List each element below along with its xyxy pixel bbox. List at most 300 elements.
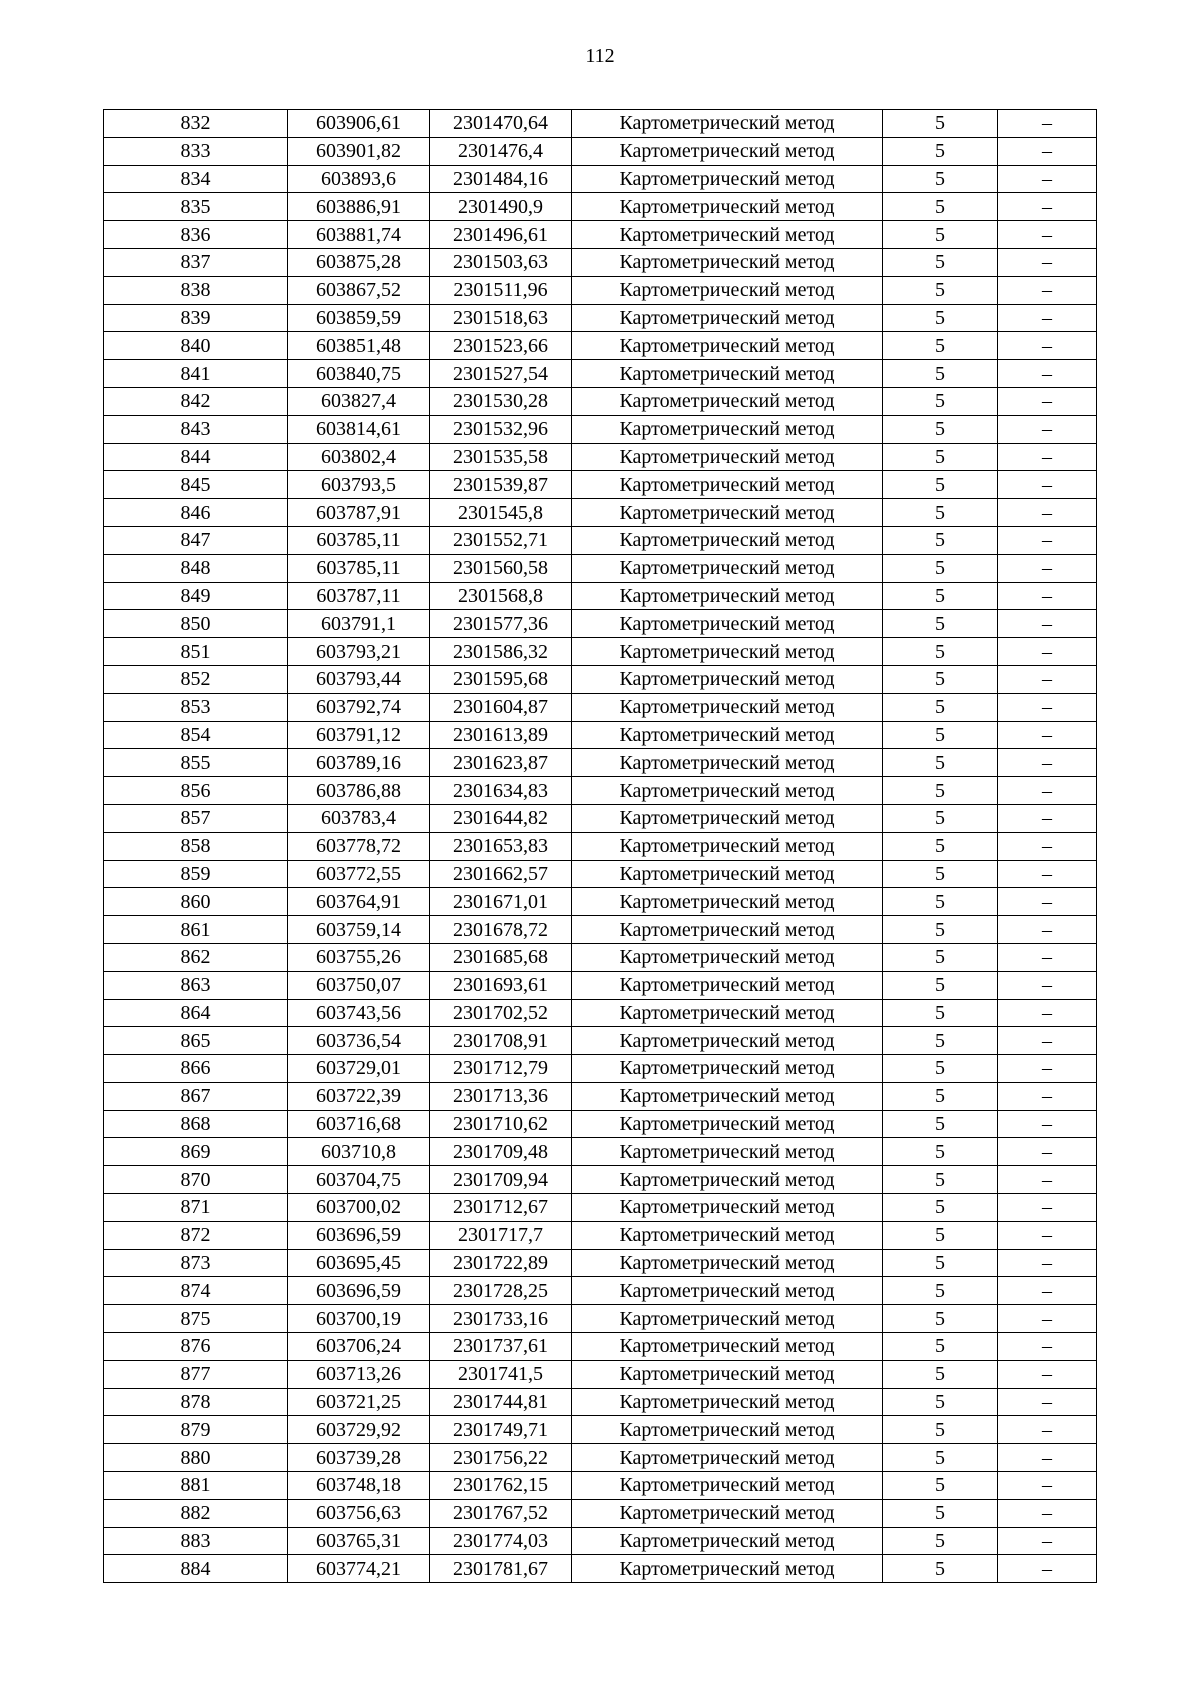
point-number-cell: 860 (104, 888, 288, 916)
note-cell: – (998, 999, 1097, 1027)
table-row (104, 1472, 1097, 1500)
point-number-cell: 851 (104, 638, 288, 666)
accuracy-cell: 5 (883, 332, 998, 360)
y-coordinate-cell: 2301490,9 (430, 193, 572, 221)
point-number-cell: 868 (104, 1110, 288, 1138)
table-row (104, 777, 1097, 805)
accuracy-cell: 5 (883, 304, 998, 332)
note-cell: – (998, 749, 1097, 777)
y-coordinate-cell: 2301744,81 (430, 1388, 572, 1416)
x-coordinate-cell: 603778,72 (288, 832, 430, 860)
method-cell: Картометрический метод (572, 832, 883, 860)
accuracy-cell: 5 (883, 165, 998, 193)
point-number-cell: 884 (104, 1555, 288, 1583)
accuracy-cell: 5 (883, 1110, 998, 1138)
note-cell: – (998, 804, 1097, 832)
table-row (104, 1194, 1097, 1222)
x-coordinate-cell: 603793,21 (288, 638, 430, 666)
point-number-cell: 863 (104, 971, 288, 999)
table-row (104, 1305, 1097, 1333)
accuracy-cell: 5 (883, 471, 998, 499)
accuracy-cell: 5 (883, 1277, 998, 1305)
accuracy-cell: 5 (883, 137, 998, 165)
note-cell: – (998, 360, 1097, 388)
y-coordinate-cell: 2301577,36 (430, 610, 572, 638)
table-row (104, 804, 1097, 832)
method-cell: Картометрический метод (572, 1027, 883, 1055)
method-cell: Картометрический метод (572, 1138, 883, 1166)
note-cell: – (998, 1333, 1097, 1361)
x-coordinate-cell: 603743,56 (288, 999, 430, 1027)
accuracy-cell: 5 (883, 1138, 998, 1166)
method-cell: Картометрический метод (572, 693, 883, 721)
point-number-cell: 856 (104, 777, 288, 805)
table-row (104, 1249, 1097, 1277)
x-coordinate-cell: 603881,74 (288, 221, 430, 249)
method-cell: Картометрический метод (572, 1388, 883, 1416)
method-cell: Картометрический метод (572, 332, 883, 360)
x-coordinate-cell: 603791,12 (288, 721, 430, 749)
y-coordinate-cell: 2301545,8 (430, 499, 572, 527)
y-coordinate-cell: 2301712,79 (430, 1055, 572, 1083)
table-row (104, 165, 1097, 193)
point-number-cell: 873 (104, 1249, 288, 1277)
table-row (104, 1110, 1097, 1138)
method-cell: Картометрический метод (572, 304, 883, 332)
point-number-cell: 836 (104, 221, 288, 249)
y-coordinate-cell: 2301644,82 (430, 804, 572, 832)
table-row (104, 443, 1097, 471)
note-cell: – (998, 554, 1097, 582)
note-cell: – (998, 1221, 1097, 1249)
x-coordinate-cell: 603756,63 (288, 1499, 430, 1527)
note-cell: – (998, 693, 1097, 721)
y-coordinate-cell: 2301678,72 (430, 916, 572, 944)
y-coordinate-cell: 2301708,91 (430, 1027, 572, 1055)
note-cell: – (998, 665, 1097, 693)
y-coordinate-cell: 2301527,54 (430, 360, 572, 388)
table-row (104, 248, 1097, 276)
x-coordinate-cell: 603789,16 (288, 749, 430, 777)
method-cell: Картометрический метод (572, 749, 883, 777)
table-row (104, 721, 1097, 749)
y-coordinate-cell: 2301496,61 (430, 221, 572, 249)
point-number-cell: 877 (104, 1360, 288, 1388)
table-row (104, 526, 1097, 554)
accuracy-cell: 5 (883, 1194, 998, 1222)
point-number-cell: 842 (104, 387, 288, 415)
table-row (104, 971, 1097, 999)
x-coordinate-cell: 603764,91 (288, 888, 430, 916)
note-cell: – (998, 1416, 1097, 1444)
y-coordinate-cell: 2301568,8 (430, 582, 572, 610)
y-coordinate-cell: 2301586,32 (430, 638, 572, 666)
accuracy-cell: 5 (883, 749, 998, 777)
point-number-cell: 861 (104, 916, 288, 944)
point-number-cell: 862 (104, 943, 288, 971)
point-number-cell: 841 (104, 360, 288, 388)
accuracy-cell: 5 (883, 221, 998, 249)
point-number-cell: 848 (104, 554, 288, 582)
y-coordinate-cell: 2301613,89 (430, 721, 572, 749)
y-coordinate-cell: 2301774,03 (430, 1527, 572, 1555)
table-row (104, 638, 1097, 666)
y-coordinate-cell: 2301671,01 (430, 888, 572, 916)
point-number-cell: 869 (104, 1138, 288, 1166)
table-row (104, 471, 1097, 499)
y-coordinate-cell: 2301781,67 (430, 1555, 572, 1583)
x-coordinate-cell: 603785,11 (288, 526, 430, 554)
x-coordinate-cell: 603875,28 (288, 248, 430, 276)
note-cell: – (998, 137, 1097, 165)
accuracy-cell: 5 (883, 638, 998, 666)
method-cell: Картометрический метод (572, 1166, 883, 1194)
x-coordinate-cell: 603716,68 (288, 1110, 430, 1138)
x-coordinate-cell: 603814,61 (288, 415, 430, 443)
table-row (104, 1555, 1097, 1583)
note-cell: – (998, 1555, 1097, 1583)
note-cell: – (998, 1305, 1097, 1333)
note-cell: – (998, 610, 1097, 638)
table-row (104, 276, 1097, 304)
note-cell: – (998, 1082, 1097, 1110)
note-cell: – (998, 916, 1097, 944)
accuracy-cell: 5 (883, 1444, 998, 1472)
y-coordinate-cell: 2301503,63 (430, 248, 572, 276)
accuracy-cell: 5 (883, 721, 998, 749)
y-coordinate-cell: 2301518,63 (430, 304, 572, 332)
point-number-cell: 845 (104, 471, 288, 499)
method-cell: Картометрический метод (572, 1527, 883, 1555)
y-coordinate-cell: 2301709,94 (430, 1166, 572, 1194)
point-number-cell: 875 (104, 1305, 288, 1333)
point-number-cell: 879 (104, 1416, 288, 1444)
y-coordinate-cell: 2301756,22 (430, 1444, 572, 1472)
method-cell: Картометрический метод (572, 499, 883, 527)
note-cell: – (998, 1110, 1097, 1138)
x-coordinate-cell: 603793,44 (288, 665, 430, 693)
method-cell: Картометрический метод (572, 221, 883, 249)
method-cell: Картометрический метод (572, 1444, 883, 1472)
note-cell: – (998, 1166, 1097, 1194)
note-cell: – (998, 1388, 1097, 1416)
method-cell: Картометрический метод (572, 387, 883, 415)
point-number-cell: 847 (104, 526, 288, 554)
point-number-cell: 838 (104, 276, 288, 304)
method-cell: Картометрический метод (572, 1082, 883, 1110)
x-coordinate-cell: 603827,4 (288, 387, 430, 415)
y-coordinate-cell: 2301702,52 (430, 999, 572, 1027)
x-coordinate-cell: 603700,19 (288, 1305, 430, 1333)
table-row (104, 110, 1097, 138)
point-number-cell: 839 (104, 304, 288, 332)
x-coordinate-cell: 603722,39 (288, 1082, 430, 1110)
y-coordinate-cell: 2301653,83 (430, 832, 572, 860)
x-coordinate-cell: 603710,8 (288, 1138, 430, 1166)
y-coordinate-cell: 2301733,16 (430, 1305, 572, 1333)
accuracy-cell: 5 (883, 1527, 998, 1555)
note-cell: – (998, 1472, 1097, 1500)
note-cell: – (998, 415, 1097, 443)
method-cell: Картометрический метод (572, 360, 883, 388)
y-coordinate-cell: 2301484,16 (430, 165, 572, 193)
note-cell: – (998, 248, 1097, 276)
method-cell: Картометрический метод (572, 916, 883, 944)
point-number-cell: 870 (104, 1166, 288, 1194)
x-coordinate-cell: 603750,07 (288, 971, 430, 999)
accuracy-cell: 5 (883, 1388, 998, 1416)
y-coordinate-cell: 2301532,96 (430, 415, 572, 443)
point-number-cell: 865 (104, 1027, 288, 1055)
method-cell: Картометрический метод (572, 582, 883, 610)
y-coordinate-cell: 2301693,61 (430, 971, 572, 999)
note-cell: – (998, 860, 1097, 888)
accuracy-cell: 5 (883, 1082, 998, 1110)
method-cell: Картометрический метод (572, 1499, 883, 1527)
table-row (104, 1360, 1097, 1388)
note-cell: – (998, 888, 1097, 916)
x-coordinate-cell: 603867,52 (288, 276, 430, 304)
accuracy-cell: 5 (883, 888, 998, 916)
table-row (104, 1082, 1097, 1110)
x-coordinate-cell: 603755,26 (288, 943, 430, 971)
accuracy-cell: 5 (883, 777, 998, 805)
method-cell: Картометрический метод (572, 665, 883, 693)
table-row (104, 1166, 1097, 1194)
y-coordinate-cell: 2301685,68 (430, 943, 572, 971)
table-row (104, 137, 1097, 165)
note-cell: – (998, 638, 1097, 666)
method-cell: Картометрический метод (572, 1194, 883, 1222)
point-number-cell: 880 (104, 1444, 288, 1472)
accuracy-cell: 5 (883, 1499, 998, 1527)
y-coordinate-cell: 2301767,52 (430, 1499, 572, 1527)
table-row (104, 610, 1097, 638)
point-number-cell: 881 (104, 1472, 288, 1500)
method-cell: Картометрический метод (572, 943, 883, 971)
note-cell: – (998, 1277, 1097, 1305)
accuracy-cell: 5 (883, 1166, 998, 1194)
accuracy-cell: 5 (883, 110, 998, 138)
accuracy-cell: 5 (883, 1333, 998, 1361)
y-coordinate-cell: 2301511,96 (430, 276, 572, 304)
point-number-cell: 834 (104, 165, 288, 193)
method-cell: Картометрический метод (572, 415, 883, 443)
accuracy-cell: 5 (883, 1555, 998, 1583)
table-row (104, 1027, 1097, 1055)
method-cell: Картометрический метод (572, 1555, 883, 1583)
table-row (104, 193, 1097, 221)
method-cell: Картометрический метод (572, 971, 883, 999)
method-cell: Картометрический метод (572, 610, 883, 638)
x-coordinate-cell: 603706,24 (288, 1333, 430, 1361)
method-cell: Картометрический метод (572, 1416, 883, 1444)
x-coordinate-cell: 603786,88 (288, 777, 430, 805)
x-coordinate-cell: 603696,59 (288, 1221, 430, 1249)
y-coordinate-cell: 2301539,87 (430, 471, 572, 499)
point-number-cell: 871 (104, 1194, 288, 1222)
method-cell: Картометрический метод (572, 1249, 883, 1277)
x-coordinate-cell: 603704,75 (288, 1166, 430, 1194)
point-number-cell: 859 (104, 860, 288, 888)
method-cell: Картометрический метод (572, 554, 883, 582)
y-coordinate-cell: 2301749,71 (430, 1416, 572, 1444)
table-row (104, 1444, 1097, 1472)
table-row (104, 832, 1097, 860)
page-number: 112 (585, 45, 615, 67)
accuracy-cell: 5 (883, 943, 998, 971)
note-cell: – (998, 1138, 1097, 1166)
table-row (104, 415, 1097, 443)
x-coordinate-cell: 603695,45 (288, 1249, 430, 1277)
y-coordinate-cell: 2301728,25 (430, 1277, 572, 1305)
note-cell: – (998, 526, 1097, 554)
method-cell: Картометрический метод (572, 248, 883, 276)
method-cell: Картометрический метод (572, 165, 883, 193)
method-cell: Картометрический метод (572, 860, 883, 888)
coordinates-table-body (104, 110, 1097, 1583)
method-cell: Картометрический метод (572, 1277, 883, 1305)
method-cell: Картометрический метод (572, 1360, 883, 1388)
x-coordinate-cell: 603713,26 (288, 1360, 430, 1388)
y-coordinate-cell: 2301552,71 (430, 526, 572, 554)
y-coordinate-cell: 2301662,57 (430, 860, 572, 888)
y-coordinate-cell: 2301476,4 (430, 137, 572, 165)
accuracy-cell: 5 (883, 804, 998, 832)
x-coordinate-cell: 603787,91 (288, 499, 430, 527)
accuracy-cell: 5 (883, 387, 998, 415)
table-row (104, 387, 1097, 415)
point-number-cell: 837 (104, 248, 288, 276)
table-row (104, 1388, 1097, 1416)
accuracy-cell: 5 (883, 499, 998, 527)
method-cell: Картометрический метод (572, 443, 883, 471)
y-coordinate-cell: 2301530,28 (430, 387, 572, 415)
note-cell: – (998, 499, 1097, 527)
method-cell: Картометрический метод (572, 137, 883, 165)
table-row (104, 499, 1097, 527)
point-number-cell: 846 (104, 499, 288, 527)
accuracy-cell: 5 (883, 916, 998, 944)
note-cell: – (998, 1194, 1097, 1222)
y-coordinate-cell: 2301712,67 (430, 1194, 572, 1222)
note-cell: – (998, 165, 1097, 193)
point-number-cell: 850 (104, 610, 288, 638)
note-cell: – (998, 943, 1097, 971)
y-coordinate-cell: 2301717,7 (430, 1221, 572, 1249)
x-coordinate-cell: 603793,5 (288, 471, 430, 499)
accuracy-cell: 5 (883, 610, 998, 638)
x-coordinate-cell: 603840,75 (288, 360, 430, 388)
y-coordinate-cell: 2301762,15 (430, 1472, 572, 1500)
point-number-cell: 872 (104, 1221, 288, 1249)
y-coordinate-cell: 2301713,36 (430, 1082, 572, 1110)
point-number-cell: 857 (104, 804, 288, 832)
accuracy-cell: 5 (883, 1360, 998, 1388)
table-row (104, 1277, 1097, 1305)
x-coordinate-cell: 603901,82 (288, 137, 430, 165)
accuracy-cell: 5 (883, 526, 998, 554)
x-coordinate-cell: 603774,21 (288, 1555, 430, 1583)
y-coordinate-cell: 2301741,5 (430, 1360, 572, 1388)
note-cell: – (998, 1499, 1097, 1527)
method-cell: Картометрический метод (572, 526, 883, 554)
x-coordinate-cell: 603729,92 (288, 1416, 430, 1444)
y-coordinate-cell: 2301722,89 (430, 1249, 572, 1277)
x-coordinate-cell: 603893,6 (288, 165, 430, 193)
x-coordinate-cell: 603748,18 (288, 1472, 430, 1500)
note-cell: – (998, 582, 1097, 610)
x-coordinate-cell: 603851,48 (288, 332, 430, 360)
table-row (104, 1221, 1097, 1249)
y-coordinate-cell: 2301523,66 (430, 332, 572, 360)
accuracy-cell: 5 (883, 276, 998, 304)
x-coordinate-cell: 603787,11 (288, 582, 430, 610)
point-number-cell: 854 (104, 721, 288, 749)
note-cell: – (998, 1249, 1097, 1277)
method-cell: Картометрический метод (572, 1472, 883, 1500)
note-cell: – (998, 332, 1097, 360)
method-cell: Картометрический метод (572, 999, 883, 1027)
note-cell: – (998, 387, 1097, 415)
method-cell: Картометрический метод (572, 276, 883, 304)
coordinates-table (103, 109, 1097, 1583)
accuracy-cell: 5 (883, 443, 998, 471)
accuracy-cell: 5 (883, 248, 998, 276)
x-coordinate-cell: 603736,54 (288, 1027, 430, 1055)
table-row (104, 999, 1097, 1027)
accuracy-cell: 5 (883, 1416, 998, 1444)
method-cell: Картометрический метод (572, 638, 883, 666)
method-cell: Картометрический метод (572, 193, 883, 221)
y-coordinate-cell: 2301709,48 (430, 1138, 572, 1166)
method-cell: Картометрический метод (572, 1055, 883, 1083)
accuracy-cell: 5 (883, 999, 998, 1027)
accuracy-cell: 5 (883, 971, 998, 999)
y-coordinate-cell: 2301560,58 (430, 554, 572, 582)
note-cell: – (998, 1360, 1097, 1388)
accuracy-cell: 5 (883, 360, 998, 388)
table-row (104, 1416, 1097, 1444)
table-row (104, 1333, 1097, 1361)
method-cell: Картометрический метод (572, 721, 883, 749)
table-row (104, 332, 1097, 360)
table-row (104, 1055, 1097, 1083)
accuracy-cell: 5 (883, 665, 998, 693)
y-coordinate-cell: 2301604,87 (430, 693, 572, 721)
point-number-cell: 832 (104, 110, 288, 138)
x-coordinate-cell: 603759,14 (288, 916, 430, 944)
point-number-cell: 849 (104, 582, 288, 610)
method-cell: Картометрический метод (572, 1305, 883, 1333)
note-cell: – (998, 193, 1097, 221)
note-cell: – (998, 304, 1097, 332)
note-cell: – (998, 221, 1097, 249)
accuracy-cell: 5 (883, 582, 998, 610)
accuracy-cell: 5 (883, 554, 998, 582)
accuracy-cell: 5 (883, 693, 998, 721)
x-coordinate-cell: 603700,02 (288, 1194, 430, 1222)
x-coordinate-cell: 603792,74 (288, 693, 430, 721)
table-row (104, 582, 1097, 610)
method-cell: Картометрический метод (572, 888, 883, 916)
accuracy-cell: 5 (883, 1305, 998, 1333)
point-number-cell: 852 (104, 665, 288, 693)
y-coordinate-cell: 2301737,61 (430, 1333, 572, 1361)
table-row (104, 749, 1097, 777)
method-cell: Картометрический метод (572, 777, 883, 805)
point-number-cell: 867 (104, 1082, 288, 1110)
